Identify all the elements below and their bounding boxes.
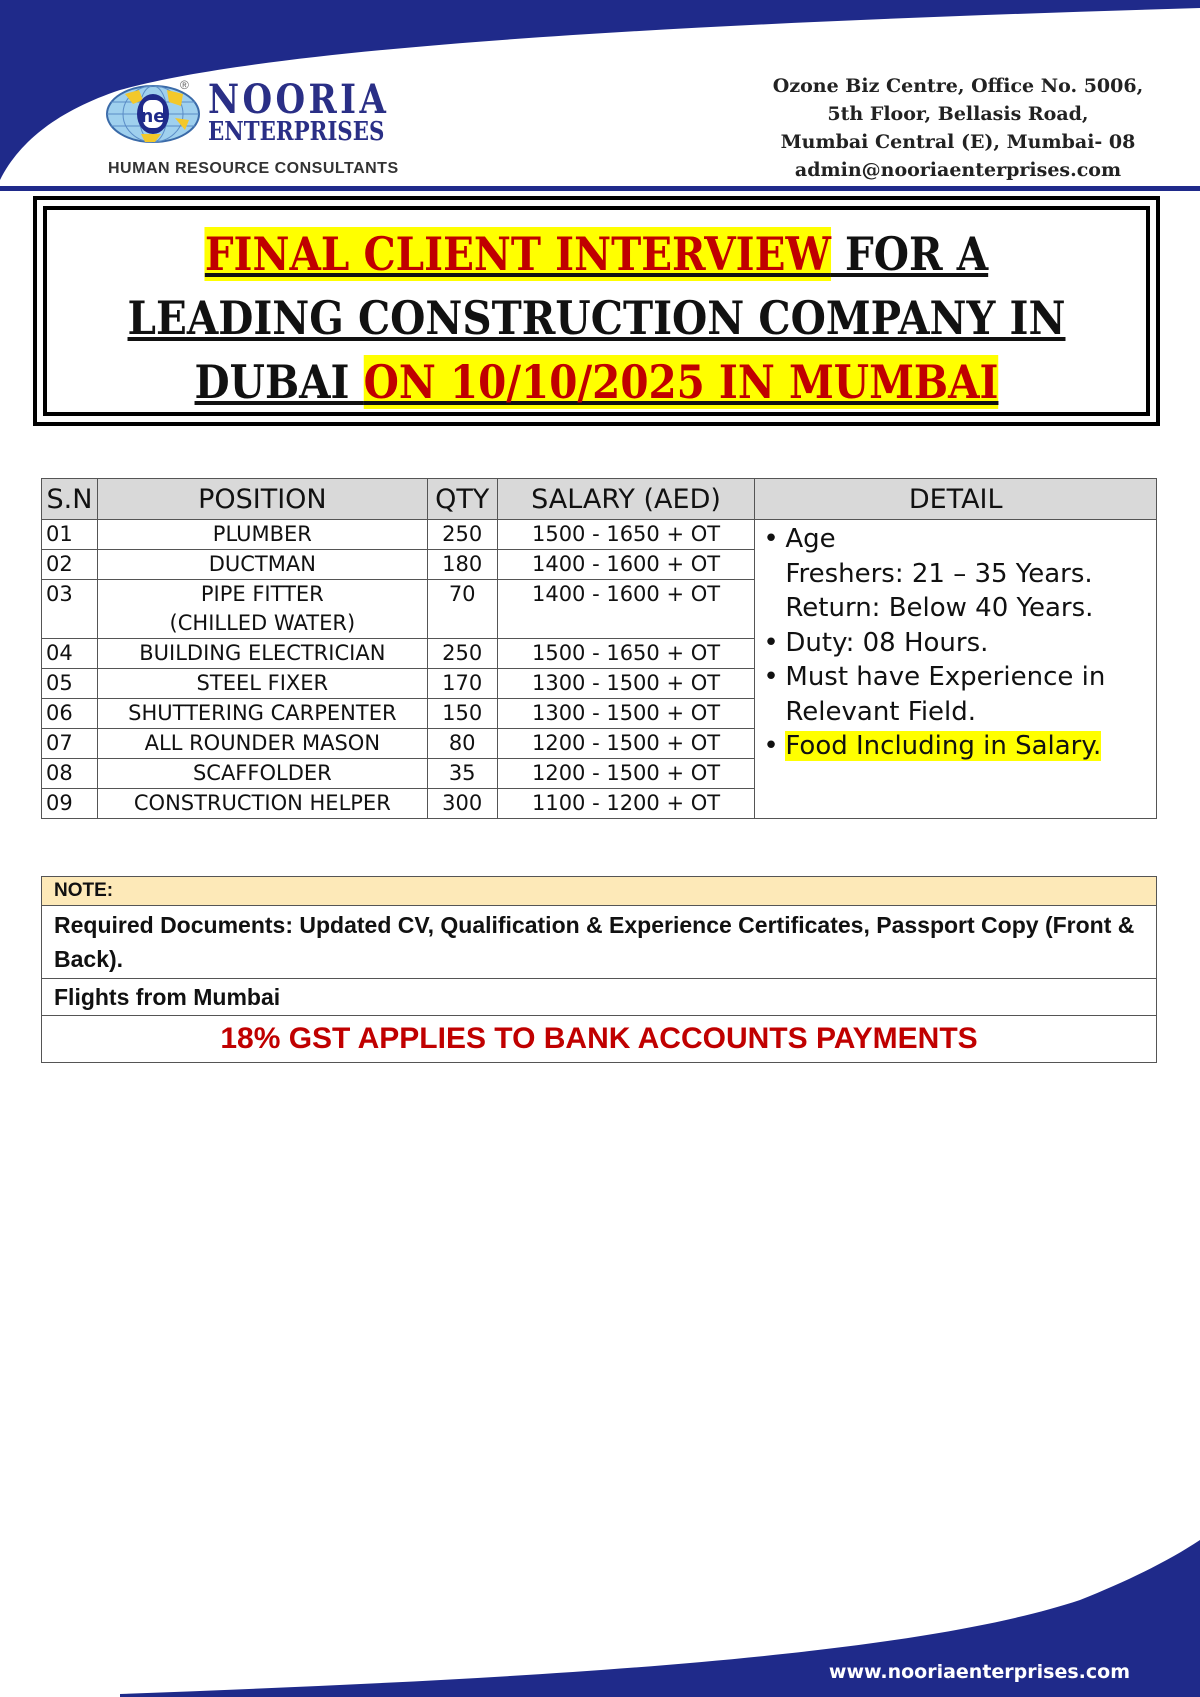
row-qty: 80 [427, 729, 497, 759]
row-qty: 250 [427, 639, 497, 669]
row-sn: 06 [42, 699, 98, 729]
registered-mark: ® [180, 78, 189, 92]
row-qty: 70 [427, 580, 497, 639]
bullet-icon: • [763, 731, 779, 761]
row-sn: 01 [42, 520, 98, 550]
logo-letters: ne [140, 106, 166, 127]
detail-duty [763, 626, 1148, 661]
title-highlight-date: ON 10/10/2025 IN MUMBAI [363, 355, 999, 409]
row-salary: 1200 - 1500 + OT [497, 759, 755, 789]
contact-email: admin@nooriaenterprises.com [794, 159, 1122, 181]
note-gst-warning: 18% GST APPLIES TO BANK ACCOUNTS PAYMENTS [42, 1016, 1157, 1063]
bullet-icon: • [763, 524, 779, 554]
globe-logo-icon [105, 84, 201, 144]
row-qty: 180 [427, 550, 497, 580]
office-address [748, 72, 1168, 184]
row-salary: 1400 - 1600 + OT [497, 550, 755, 580]
header-detail: DETAIL [755, 479, 1157, 520]
row-position-line-2: (CHILLED WATER) [169, 611, 356, 635]
row-salary: 1300 - 1500 + OT [497, 669, 755, 699]
title-line-1 [113, 222, 1080, 286]
brand-tagline: HUMAN RESOURCE CONSULTANTS [108, 160, 399, 177]
row-salary: 1500 - 1650 + OT [497, 520, 755, 550]
row-salary: 1300 - 1500 + OT [497, 699, 755, 729]
detail-age [763, 522, 1148, 626]
announcement-title-box [33, 196, 1160, 426]
duty-text: Duty: 08 Hours. [785, 627, 989, 658]
row-sn: 05 [42, 669, 98, 699]
row-position: STEEL FIXER [97, 669, 427, 699]
experience-text-2: Relevant Field. [785, 696, 977, 727]
company-logo [100, 78, 400, 188]
brand-name: NOORIA [208, 76, 390, 123]
row-position-line-1: PIPE FITTER [200, 582, 324, 606]
detail-experience [763, 660, 1148, 729]
row-sn: 09 [42, 789, 98, 819]
header-sn: S.N [42, 479, 98, 520]
title-highlight-interview: FINAL CLIENT INTERVIEW [204, 227, 831, 281]
row-sn: 08 [42, 759, 98, 789]
bullet-icon: • [763, 662, 779, 692]
header-position: POSITION [97, 479, 427, 520]
detail-food [763, 729, 1148, 764]
row-position [97, 580, 427, 639]
experience-text-1: Must have Experience in [785, 662, 1106, 692]
row-salary: 1200 - 1500 + OT [497, 729, 755, 759]
age-freshers: Freshers: 21 – 35 Years. [785, 558, 1093, 589]
header-divider [0, 186, 1200, 191]
header-qty: QTY [427, 479, 497, 520]
note-heading: NOTE: [42, 877, 1157, 906]
bullet-icon: • [763, 627, 779, 658]
row-salary: 1100 - 1200 + OT [497, 789, 755, 819]
age-label: Age [785, 524, 836, 554]
table-row [42, 520, 1157, 550]
note-required-documents: Required Documents: Updated CV, Qualification & Experience Certificates, Passport Copy (Front & Back). [42, 906, 1157, 979]
header-salary: SALARY (AED) [497, 479, 755, 520]
row-position: CONSTRUCTION HELPER [97, 789, 427, 819]
age-return: Return: Below 40 Years. [785, 593, 1094, 623]
row-salary: 1400 - 1600 + OT [497, 580, 755, 639]
row-position: ALL ROUNDER MASON [97, 729, 427, 759]
title-line-3 [113, 350, 1080, 414]
food-text: Food Including in Salary. [785, 731, 1102, 761]
title-line-2: LEADING CONSTRUCTION COMPANY IN [127, 291, 1066, 345]
notes-table [41, 876, 1157, 1063]
row-position: BUILDING ELECTRICIAN [97, 639, 427, 669]
address-line-1: Ozone Biz Centre, Office No. 5006, [772, 75, 1144, 97]
row-sn: 02 [42, 550, 98, 580]
note-flights: Flights from Mumbai [42, 979, 1157, 1016]
title-dubai: DUBAI [194, 355, 350, 409]
title-for-a: FOR A [830, 227, 989, 281]
row-qty: 170 [427, 669, 497, 699]
address-line-3: Mumbai Central (E), Mumbai- 08 [780, 131, 1136, 153]
row-position: PLUMBER [97, 520, 427, 550]
row-position: SCAFFOLDER [97, 759, 427, 789]
detail-cell [755, 520, 1157, 819]
detail-list [763, 522, 1148, 764]
row-sn: 03 [42, 580, 98, 639]
row-sn: 04 [42, 639, 98, 669]
footer-website-link[interactable]: www.nooriaenterprises.com [828, 1661, 1130, 1683]
row-qty: 300 [427, 789, 497, 819]
row-sn: 07 [42, 729, 98, 759]
row-qty: 150 [427, 699, 497, 729]
address-line-2: 5th Floor, Bellasis Road, [827, 103, 1089, 125]
row-salary: 1500 - 1650 + OT [497, 639, 755, 669]
brand-subname: ENTERPRISES [208, 117, 385, 147]
row-qty: 35 [427, 759, 497, 789]
row-position: DUCTMAN [97, 550, 427, 580]
table-header-row [42, 479, 1157, 520]
positions-table [41, 478, 1157, 819]
row-position: SHUTTERING CARPENTER [97, 699, 427, 729]
row-qty: 250 [427, 520, 497, 550]
